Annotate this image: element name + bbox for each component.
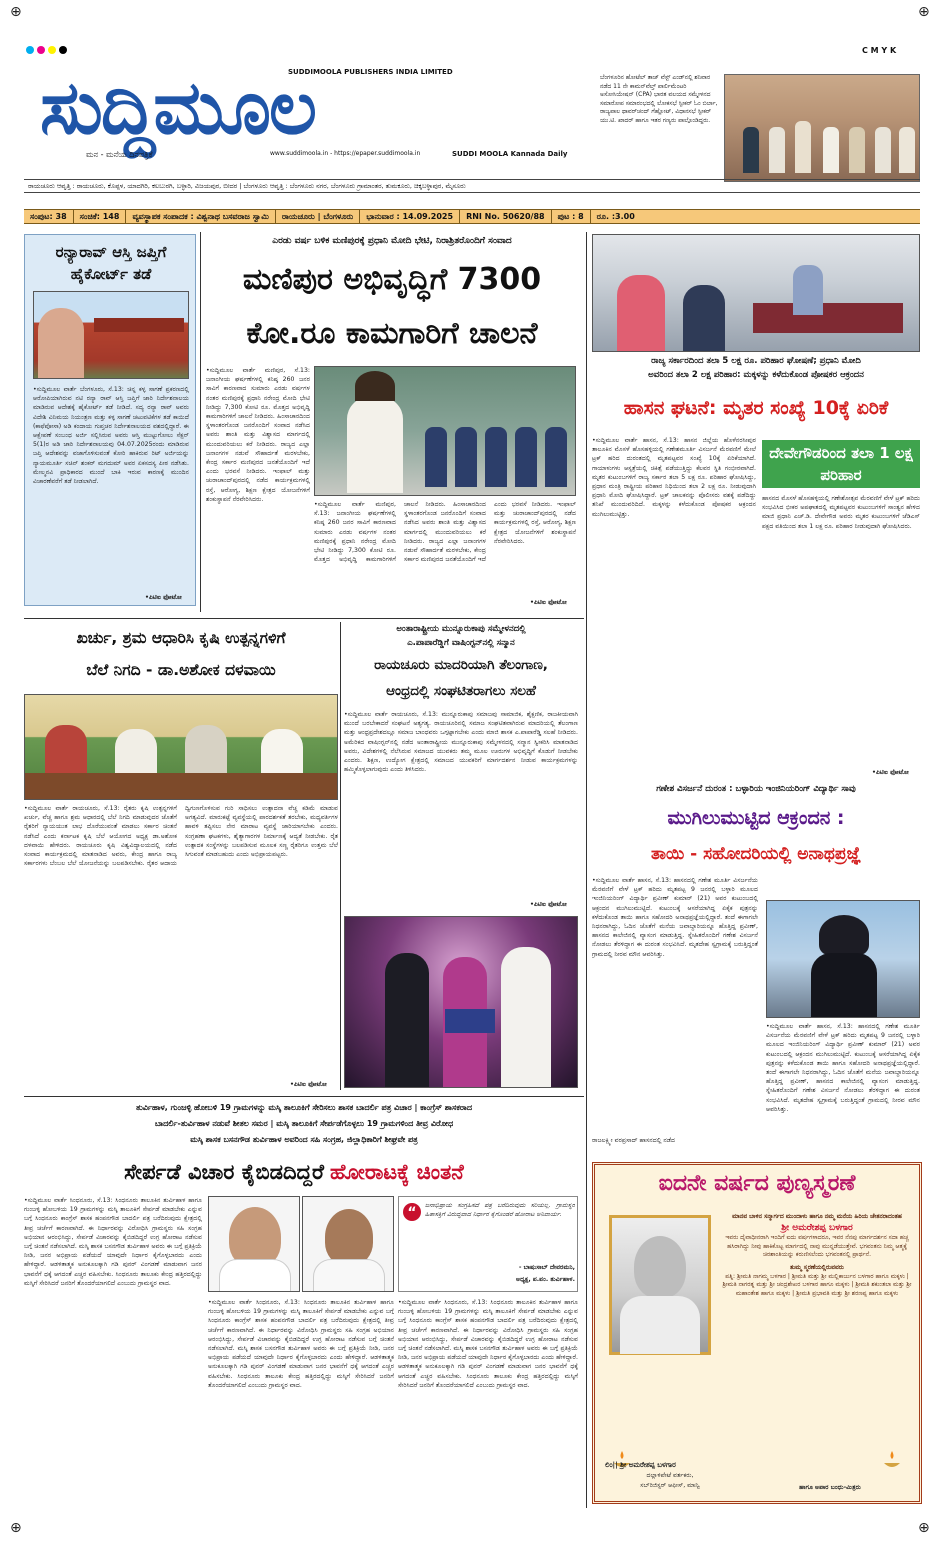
quote-box xyxy=(398,1196,578,1292)
manipur-headline-line2: ಕೋ.ರೂ ಕಾಮಗಾರಿಗೆ ಚಾಲನೆ xyxy=(246,316,538,351)
raichur-photo-credit: •ಪಿಟಿಐ ಫೋಟೋ xyxy=(530,901,567,908)
memorial-title: ಐದನೇ ವರ್ಷದ ಪುಣ್ಯಸ್ಮರಣೆ xyxy=(658,1171,856,1196)
border-villages-strip-line2: ಬಾದರ್ಲಿ-ತುರ್ವಿಹಾಳ ನಡುವೆ ಶೀತಲ ಸಮರ | ಮಸ್ಕಿ ತಾಲೂಕಿಗೆ ಸೇರ್ಪಡೆಗೊಳ್ಳಲು 19 ಗ್ರಾಮಗಳಿಂದ ತೀವ್ರ ವಿರೋಧ xyxy=(154,1119,454,1128)
border-villages-headline-black: ಸೇರ್ಪಡೆ ವಿಚಾರ ಕೈಬಿಡದಿದ್ದರೆ xyxy=(124,1160,324,1184)
ballari-credit: ರಾಜಲಕ್ಷ್ಮೀ ವರಪ್ರಸಾದ್ ಹಾಸನದಲ್ಲಿ ನಡೆದ xyxy=(592,1137,676,1144)
mla-badarli-photo xyxy=(208,1196,300,1292)
manipur-body-col2: •ಸುದ್ದಿಮೂಲ ವಾರ್ತೆ ಮಣಿಪುರ, ಸೆ.13: ಜನಾಂಗೀಯ ಘರ್ಷಣೆಗಳಲ್ಲಿ ಕನಿಷ್ಠ 260 ಜನರ ಸಾವಿಗೆ ಕಾರಣವಾದ ಸುಮಾರು ಎರಡು ವರ್ಷಗಳ ನಂತರ ಮಣಿಪುರಕ್ಕೆ ಪ್ರಧಾನಿ ನರೇಂದ್ರ ಮೋದಿ ಭೇಟಿ ನೀಡಿದ್ದು 7,300 ಕೋಟಿ ರೂ. ಮೊತ್ತದ ಅಭಿವೃದ್ಧಿ ಕಾಮಗಾರಿಗಳಿಗೆ ಚಾಲನೆ ನೀಡಿದರು. ಹಿಂಸಾಚಾರದಿಂದ ಸ್ಥಳಾಂತರಗೊಂಡ ಜನರೊಂದಿಗೆ ಸಂವಾದ ನಡೆಸಿದ ಅವರು ಶಾಂತಿ ಮತ್ತು ವಿಶ್ವಾಸದ ಮಾರ್ಗದಲ್ಲಿ ಮುಂದುವರಿಯಲು ಕರೆ ನೀಡಿದರು. ರಾಜ್ಯದ ಎಲ್ಲಾ ಜನಾಂಗಗಳ ನಡುವೆ ಸೌಹಾರ್ದತೆ ಮರಳಬೇಕು, ಕೇಂದ್ರ ಸರ್ಕಾರ ಮಣಿಪುರದ ಜನತೆಯೊಂದಿಗೆ ಇದೆ ಎಂದು ಭರವಸೆ ನೀಡಿದರು. ಇಂಫಾಲ್ ಮತ್ತು ಚುರಾಚಾಂದ್‌ಪುರದಲ್ಲಿ ನಡೆದ ಕಾರ್ಯಕ್ರಮಗಳಲ್ಲಿ ರಸ್ತೆ, ಆರೋಗ್ಯ, ಶಿಕ್ಷಣ ಕ್ಷೇತ್ರದ ಯೋಜನೆಗಳಿಗೆ ಶಂಕುಸ್ಥಾಪನೆ ನೆರವೇರಿಸಿದರು. xyxy=(314,501,576,564)
quote-text: ಜನಾಭಿಪ್ರಾಯ ಸಂಗ್ರಹಿಸದೆ ಪತ್ರ ಬರೆದಿರುವುದು ಸರಿಯಲ್ಲ. ಗ್ರಾಮಸ್ಥರ ಹಿತಾಸಕ್ತಿಗೆ ವಿರುದ್ಧವಾದ ನಿರ್ಧಾರ ಕೈಗೊಂಡರೆ ಹೋರಾಟ ಅನಿವಾರ್ಯ. xyxy=(425,1202,575,1219)
raichur-headline-line1: ರಾಯಚೂರು ಮಾದರಿಯಾಗಿ ತೆಲಂಗಾಣ, xyxy=(374,657,548,673)
memorial-intro: ಮಾನವ ಬಾಳಿನ ಸನ್ಮಾರ್ಗದ ಮುಂದಾಳು ಹಾಗೂ ನಮ್ಮ ಮನೆಯ ಹಿರಿಯ ಚೇತನರಾದಂತಹ xyxy=(732,1213,902,1220)
top-event-photo xyxy=(724,74,920,182)
tagline: ಮನ - ಮನೆಯ ದಿನಪತ್ರಿಕೆ xyxy=(86,150,153,159)
manipur-kicker: ಎರಡು ವರ್ಷ ಬಳಿಕ ಮಣಿಪುರಕ್ಕೆ ಪ್ರಧಾನಿ ಮೋದಿ ಭೇಟಿ, ನಿರಾಶ್ರಿತರೊಂದಿಗೆ ಸಂವಾದ xyxy=(272,236,512,246)
memorial-text-block xyxy=(719,1213,915,1443)
color-calibration-dots xyxy=(26,46,67,54)
rni-label: RNI No. 50620/88 xyxy=(460,210,552,223)
raichur-kicker-line1: ಅಂತಾರಾಷ್ಟ್ರೀಯ ಮುನ್ನೂರುಕಾಪು ಸಮ್ಮೇಳನದಲ್ಲಿ xyxy=(396,624,526,634)
manipur-headline-line1: ಮಣಿಪುರ ಅಭಿವೃದ್ಧಿಗೆ 7300 xyxy=(242,262,542,297)
memorial-family-list: ಪತ್ನಿ: ಶ್ರೀಮತಿ ನಾಗಮ್ಮ ಬಳಗಾರ | ಶ್ರೀಮತಿ ಮತ್ತು ಶ್ರೀ ಮಲ್ಲಿಕಾರ್ಜುನ ಬಳಗಾರ ಹಾಗೂ ಮಕ್ಕಳು | ಶ್ರೀಮತಿ ನಾಗರತ್ನ ಮತ್ತು ಶ್ರೀ ಚಂದ್ರಶೇಖರ ಬಳಗಾರ ಹಾಗೂ ಮಕ್ಕಳು | ಶ್ರೀಮತಿ ಶಕುಂತಲಾ ಮತ್ತು ಶ್ರೀ ಮಹಾಂತೇಶ ಹಾಗೂ ಮಕ್ಕಳು | ಶ್ರೀಮತಿ ಪ್ರಭಾವತಿ ಮತ್ತು ಶ್ರೀ ಶರಣಪ್ಪ ಹಾಗೂ ಮಕ್ಕಳು xyxy=(722,1272,912,1297)
daily-label: SUDDI MOOLA Kannada Daily xyxy=(452,150,568,158)
memorial-portrait xyxy=(609,1215,711,1355)
quote-icon: “ xyxy=(403,1203,421,1221)
manipur-modi-photo xyxy=(314,366,576,496)
volume-label: ಸಂಪುಟ: 38 xyxy=(24,210,74,223)
agri-headline-line2: ಬೆಲೆ ನಿಗದಿ - ಡಾ.ಅಶೋಕ ದಳವಾಯಿ xyxy=(86,661,276,679)
quote-author-role: ಅಧ್ಯಕ್ಷ, ಪ.ಪಂ. ತುರ್ವಿಹಾಳ. xyxy=(516,1276,575,1283)
ballari-student-photo xyxy=(766,900,920,1018)
memorial-family-heading: ತುಮ್ಮ ಸ್ಮರಣೆಯಲ್ಲಿರುವವರು xyxy=(790,1263,844,1271)
column-rule-left xyxy=(200,232,201,612)
agri-headline-line1: ಖರ್ಚು, ಶ್ರಮ ಆಧಾರಿಸಿ ಕೃಷಿ ಉತ್ಪನ್ನಗಳಿಗೆ xyxy=(76,629,286,647)
memorial-deceased-name: ಲಿಂ|| ಶ್ರೀ ಅಮರೇಶಪ್ಪ ಬಳಗಾರ xyxy=(605,1461,676,1469)
ranya-article-box xyxy=(24,234,196,606)
devegowda-relief-box: ದೇವೇಗೌಡರಿಂದ ತಲಾ 1 ಲಕ್ಷ ಪರಿಹಾರ xyxy=(762,440,920,488)
bottom-calibration-strip xyxy=(0,1524,945,1544)
newspaper-logo: ಸುದ್ದಿಮೂಲ xyxy=(40,65,315,151)
border-villages-strip-line1: ತುರ್ವಿಹಾಳ, ಗುಂಜಳ್ಳಿ ಹೋಬಳಿ 19 ಗ್ರಾಮಗಳನ್ನು ಮಸ್ಕಿ ತಾಲೂಕಿಗೆ ಸೇರಿಸಲು ಶಾಸಕ ಬಾದರ್ಲಿ ಪತ್ರ ವಿಚಾರ | ಕಾಂಗ್ರೆಸ್ ಶಾಸಕರಾದ xyxy=(135,1103,473,1112)
registration-mark-bottom-left: ⊕ xyxy=(10,1520,22,1536)
border-villages-body-col1: •ಸುದ್ದಿಮೂಲ ವಾರ್ತೆ ಸಿಂಧನೂರು, ಸೆ.13: ಸಿಂಧನೂರು ತಾಲೂಕಿನ ತುರ್ವಿಹಾಳ ಹಾಗೂ ಗುಂಜಳ್ಳಿ ಹೋಬಳಿಯ 19 ಗ್ರಾಮಗಳನ್ನು ಮಸ್ಕಿ ತಾಲೂಕಿಗೆ ಸೇರ್ಪಡೆ ಮಾಡಬೇಕು ಎನ್ನುವ ಬಗ್ಗೆ ಸಿಂಧನೂರು ಕಾಂಗ್ರೆಸ್ ಶಾಸಕ ಹಂಪನಗೌಡ ಬಾದರ್ಲಿ ಪತ್ರ ಬರೆದಿರುವುದು ಕ್ಷೇತ್ರದಲ್ಲಿ ತೀವ್ರ ಚರ್ಚೆಗೆ ಕಾರಣವಾಗಿದೆ. ಈ ನಿರ್ಧಾರವನ್ನು ವಿರೋಧಿಸಿ ಗ್ರಾಮಸ್ಥರು ಸಹಿ ಸಂಗ್ರಹ ಅಭಿಯಾನ ಆರಂಭಿಸಿದ್ದು, ಸೇರ್ಪಡೆ ವಿಚಾರವನ್ನು ಕೈಬಿಡದಿದ್ದರೆ ಉಗ್ರ ಹೋರಾಟ ನಡೆಸುವ ಬಗ್ಗೆ ಚಿಂತನೆ ನಡೆಸಲಾಗಿದೆ. ಮಸ್ಕಿ ಶಾಸಕ ಬಸನಗೌಡ ತುರ್ವಿಹಾಳ ಅವರು ಈ ಬಗ್ಗೆ ಪ್ರತಿಕ್ರಿಯೆ ನೀಡಿ, ಜನರ ಅಭಿಪ್ರಾಯ ಪಡೆಯದೆ ಯಾವುದೇ ನಿರ್ಧಾರ ಕೈಗೊಳ್ಳಬಾರದು ಎಂದು ಹೇಳಿದ್ದಾರೆ. ಆಡಳಿತಾತ್ಮಕ ಅನುಕೂಲಕ್ಕಾಗಿ ಗಡಿ ಪುನರ್ ವಿಂಗಡಣೆ ಮಾಡುವಾಗ ಜನರ ಭಾವನೆಗೆ ಧಕ್ಕೆ ಆಗದಂತೆ ಎಚ್ಚರ ವಹಿಸಬೇಕು. ಸಿಂಧನೂರು ತಾಲೂಕು ಕೇಂದ್ರ ಹತ್ತಿರದಲ್ಲಿದ್ದು ಮಸ್ಕಿಗೆ ಸೇರಿಸಿದರೆ ಜನರಿಗೆ ತೊಂದರೆಯಾಗಲಿದೆ ಎಂಬುದು ಗ್ರಾಮಸ್ಥರ ವಾದ. xyxy=(24,1197,202,1287)
ballari-body: •ಸುದ್ದಿಮೂಲ ವಾರ್ತೆ ಹಾಸನ, ಸೆ.13: ಹಾಸನದಲ್ಲಿ ಗಣೇಶ ಮೂರ್ತಿ ವಿಸರ್ಜನೆಯ ಮೆರವಣಿಗೆ ವೇಳೆ ಟ್ರಕ್ ಹರಿದು ಮೃತಪಟ್ಟ 9 ಜನರಲ್ಲಿ ಬಳ್ಳಾರಿ ಮೂಲದ ಇಂಜಿನಿಯರಿಂಗ್ ವಿದ್ಯಾರ್ಥಿ ಪ್ರವೀಣ್ ಕುಮಾರ್ (21) ಅವರ ಕುಟುಂಬದಲ್ಲಿ ಆಕ್ರಂದನ ಮುಗಿಲುಮುಟ್ಟಿದೆ. ಕುಟುಂಬಕ್ಕೆ ಆಸರೆಯಾಗಿದ್ದ ಏಕೈಕ ಪುತ್ರನನ್ನು ಕಳೆದುಕೊಂಡ ತಾಯಿ ಹಾಗೂ ಸಹೋದರಿ ಅನಾಥಪ್ರಜ್ಞೆಯಲ್ಲಿದ್ದಾರೆ. ತಂದೆ ಈಗಾಗಲೇ ನಿಧನರಾಗಿದ್ದು, ಓದಿನ ಜೊತೆಗೆ ಮನೆಯ ಜವಾಬ್ದಾರಿಯನ್ನೂ ಹೊತ್ತಿದ್ದ ಪ್ರವೀಣ್, ಹಾಸನದ ಕಾಲೇಜಿನಲ್ಲಿ ವ್ಯಾಸಂಗ ಮಾಡುತ್ತಿದ್ದ. ಸ್ನೇಹಿತರೊಂದಿಗೆ ಗಣೇಶ ವಿಸರ್ಜನೆ ನೋಡಲು ತೆರಳಿದ್ದಾಗ ಈ ದುರಂತ ಸಂಭವಿಸಿದೆ. ಮೃತದೇಹ ಸ್ವಗ್ರಾಮಕ್ಕೆ ಬರುತ್ತಿದ್ದಂತೆ ಗ್ರಾಮದಲ್ಲಿ ನೀರವ ಮೌನ ಆವರಿಸಿತ್ತು. xyxy=(592,877,758,958)
memorial-deceased-role2: ಸಬ್‌ರಿಜಿಸ್ಟರ್ ಆಫೀಸ್, ಮಾನ್ವಿ xyxy=(640,1482,700,1489)
info-bar xyxy=(24,209,920,224)
ranya-body: •ಸುದ್ದಿಮೂಲ ವಾರ್ತೆ ಬೆಂಗಳೂರು, ಸೆ.13: ಚಿನ್ನ ಕಳ್ಳ ಸಾಗಣೆ ಪ್ರಕರಣದಲ್ಲಿ ಆರೋಪಿಯಾಗಿರುವ ನಟಿ ರನ್ಯಾ ರಾವ್ ಆಸ್ತಿ ಜಪ್ತಿಗೆ ಜಾರಿ ನಿರ್ದೇಶನಾಲಯ ಮಾಡಿರುವ ಆದೇಶಕ್ಕೆ ಹೈಕೋರ್ಟ್ ತಡೆ ನೀಡಿದೆ. ಸದ್ಯ ರನ್ಯಾ ರಾವ್ ಅವರು ವಿದೇಶಿ ವಿನಿಮಯ ನಿಯಂತ್ರಣ ಮತ್ತು ಕಳ್ಳ ಸಾಗಣೆ ಚಟುವಟಿಕೆಗಳ ತಡೆ ಕಾಯಿದೆ (ಕಾಫೆಪೋಸಾ) ಅಡಿ ಕಂದಾಯ ಗುಪ್ತಚರ ನಿರ್ದೇಶನಾಲಯದ ವಶದಲ್ಲಿದ್ದಾರೆ. ಈ ಆಕ್ಷೇಪಣೆ ಸಂಬಂಧ ಅರ್ಜಿ ಸಲ್ಲಿಸಿರುವ ಅವರು ಆಸ್ತಿ ಮುಟ್ಟುಗೋಲು ಸೆಕ್ಷನ್ 5(1)ರ ಅಡಿ ಜಾರಿ ನಿರ್ದೇಶನಾಲಯವು 04.07.2025ರಂದು ಮಾಡಿರುವ ಜಪ್ತಿ ಆದೇಶವನ್ನು ವಜಾಗೊಳಿಸುವಂತೆ ಕೋರಿ ಹಾಕಿರುವ ರಿಟ್ ಅರ್ಜಿಯನ್ನು ನ್ಯಾಯಮೂರ್ತಿ ಸಚಿನ್ ಶಂಕರ್ ಮಗದುಮ್ ಅವರ ಏಕಸದಸ್ಯ ಪೀಠ ನಡೆಸಿತು. ಮೇಲ್ಮನವಿ ಪ್ರಾಧಿಕಾರದ ಮುಂದೆ ಬಾಕಿ ಇರುವ ಕಾರಣಕ್ಕೆ ಮುಂದಿನ ವಿಚಾರಣೆವರೆಗೆ ತಡೆ ನೀಡಲಾಗಿದೆ. xyxy=(33,386,189,486)
raichur-kicker-line2: ಎ.ಪಾಪಾರೆಡ್ಡಿಗೆ ವಾಷಿಂಗ್ಟನ್‌ನಲ್ಲಿ ಸನ್ಮಾನ xyxy=(407,638,515,648)
hassan-caption-line1: ರಾಜ್ಯ ಸರ್ಕಾರದಿಂದ ತಲಾ 5 ಲಕ್ಷ ರೂ. ಪರಿಹಾರ ಘೋಷಣೆ; ಪ್ರಧಾನಿ ಮೋದಿ xyxy=(651,356,861,366)
price-label: ರೂ. :3.00 xyxy=(596,212,635,221)
memorial-advertisement xyxy=(592,1162,922,1504)
edition-bar: ರಾಯಚೂರು ಆವೃತ್ತಿ : ರಾಯಚೂರು, ಕೊಪ್ಪಳ, ಯಾದಗಿರಿ, ಕಲಬುರಗಿ, ಬಳ್ಳಾರಿ, ವಿಜಯಪುರ, ಬೀದರ | ಬೆಂಗಳೂರು ಆವೃತ್ತಿ : ಬೆಂಗಳೂರು ನಗರ, ಬೆಂಗಳೂರು ಗ್ರಾಮಾಂತರ, ತುಮಕೂರು, ಚಿಕ್ಕಬಳ್ಳಾಪುರ, ಮೈಸೂರು xyxy=(24,179,920,193)
ballari-headline-line2: ತಾಯಿ - ಸಹೋದರಿಯಲ್ಲಿ ಅನಾಥಪ್ರಜ್ಞೆ xyxy=(650,844,862,864)
hassan-photo-credit: •ಪಿಟಿಐ ಫೋಟೋ xyxy=(872,769,909,776)
border-villages-body-col2: •ಸುದ್ದಿಮೂಲ ವಾರ್ತೆ ಸಿಂಧನೂರು, ಸೆ.13: ಸಿಂಧನೂರು ತಾಲೂಕಿನ ತುರ್ವಿಹಾಳ ಹಾಗೂ ಗುಂಜಳ್ಳಿ ಹೋಬಳಿಯ 19 ಗ್ರಾಮಗಳನ್ನು ಮಸ್ಕಿ ತಾಲೂಕಿಗೆ ಸೇರ್ಪಡೆ ಮಾಡಬೇಕು ಎನ್ನುವ ಬಗ್ಗೆ ಸಿಂಧನೂರು ಕಾಂಗ್ರೆಸ್ ಶಾಸಕ ಹಂಪನಗೌಡ ಬಾದರ್ಲಿ ಪತ್ರ ಬರೆದಿರುವುದು ಕ್ಷೇತ್ರದಲ್ಲಿ ತೀವ್ರ ಚರ್ಚೆಗೆ ಕಾರಣವಾಗಿದೆ. ಈ ನಿರ್ಧಾರವನ್ನು ವಿರೋಧಿಸಿ ಗ್ರಾಮಸ್ಥರು ಸಹಿ ಸಂಗ್ರಹ ಅಭಿಯಾನ ಆರಂಭಿಸಿದ್ದು, ಸೇರ್ಪಡೆ ವಿಚಾರವನ್ನು ಕೈಬಿಡದಿದ್ದರೆ ಉಗ್ರ ಹೋರಾಟ ನಡೆಸುವ ಬಗ್ಗೆ ಚಿಂತನೆ ನಡೆಸಲಾಗಿದೆ. ಮಸ್ಕಿ ಶಾಸಕ ಬಸನಗೌಡ ತುರ್ವಿಹಾಳ ಅವರು ಈ ಬಗ್ಗೆ ಪ್ರತಿಕ್ರಿಯೆ ನೀಡಿ, ಜನರ ಅಭಿಪ್ರಾಯ ಪಡೆಯದೆ ಯಾವುದೇ ನಿರ್ಧಾರ ಕೈಗೊಳ್ಳಬಾರದು ಎಂದು ಹೇಳಿದ್ದಾರೆ. ಆಡಳಿತಾತ್ಮಕ ಅನುಕೂಲಕ್ಕಾಗಿ ಗಡಿ ಪುನರ್ ವಿಂಗಡಣೆ ಮಾಡುವಾಗ ಜನರ ಭಾವನೆಗೆ ಧಕ್ಕೆ ಆಗದಂತೆ ಎಚ್ಚರ ವಹಿಸಬೇಕು. ಸಿಂಧನೂರು ತಾಲೂಕು ಕೇಂದ್ರ ಹತ್ತಿರದಲ್ಲಿದ್ದು ಮಸ್ಕಿಗೆ ಸೇರಿಸಿದರೆ ಜನರಿಗೆ ತೊಂದರೆಯಾಗಲಿದೆ ಎಂಬುದು ಗ್ರಾಮಸ್ಥರ ವಾದ. xyxy=(208,1299,394,1389)
agri-meeting-photo xyxy=(24,694,338,800)
raichur-felicitation-photo xyxy=(344,916,578,1088)
ballari-kicker: ಗಣೇಶ ವಿಸರ್ಜನೆ ದುರಂತ : ಬಳ್ಳಾರಿಯ ಇಂಜಿನಿಯರಿಂಗ್ ವಿದ್ಯಾರ್ಥಿ ಸಾವು xyxy=(656,784,856,794)
ranya-court-photo xyxy=(33,291,189,379)
memorial-honoree-name: ಶ್ರೀ ಅಮರೇಶಪ್ಪ ಬಳಗಾರ xyxy=(781,1222,853,1233)
ballari-headline-line1: ಮುಗಿಲುಮುಟ್ಟಿದ ಆಕ್ರಂದನ : xyxy=(667,807,845,829)
masthead xyxy=(40,65,540,151)
editor-label: ವ್ಯವಸ್ಥಾಪಕ ಸಂಪಾದಕ : ವಿಶ್ವನಾಥ ಬಸವರಾಜ ಸ್ವಾಮಿ xyxy=(126,210,275,223)
devegowda-relief-body: ಹಾಸನದ ಮೊಸಳೆ ಹೊಸಹಳ್ಳಿಯಲ್ಲಿ ಗಣೇಶೋತ್ಸವ ಮೆರವಣಿಗೆ ವೇಳೆ ಟ್ರಕ್ ಹರಿದು ಸಂಭವಿಸಿದ ಭೀಕರ ಅಪಘಾತದಲ್ಲಿ ಮೃತಪಟ್ಟವರ ಕುಟುಂಬಗಳಿಗೆ ಸಾಂತ್ವನ ಹೇಳಿದ ಮಾಜಿ ಪ್ರಧಾನಿ ಎಚ್.ಡಿ. ದೇವೇಗೌಡ ಅವರು ಮೃತರ ಕುಟುಂಬಗಳಿಗೆ ಜೆಡಿಎಸ್ ಪಕ್ಷದ ವತಿಯಿಂದ ತಲಾ 1 ಲಕ್ಷ ರೂ. ಪರಿಹಾರ ನೀಡುವುದಾಗಿ ಘೋಷಿಸಿದರು. xyxy=(762,495,920,530)
raichur-headline-line2: ಆಂಧ್ರದಲ್ಲಿ ಸಂಘಟಿತರಾಗಲು ಸಲಹೆ xyxy=(386,683,536,699)
quote-author: - ಬಾಷುಸಾಬ್ ದೇವರಮನಿ, xyxy=(518,1264,575,1271)
ranya-photo-credit: •ಪಿಟಿಐ ಫೋಟೋ xyxy=(145,594,182,601)
border-villages-strip-line3: ಮಸ್ಕಿ ಶಾಸಕ ಬಸನಗೌಡ ತುರ್ವಿಹಾಳ ಅವರಿಂದ ಸಹಿ ಸಂಗ್ರಹ, ಜಿಲ್ಲಾಧಿಕಾರಿಗೆ ಶೀಘ್ರವೇ ಪತ್ರ xyxy=(190,1135,418,1144)
ranya-headline: ರನ್ಯಾರಾವ್ ಆಸ್ತಿ ಜಪ್ತಿಗೆ ಹೈಕೋರ್ಟ್ ತಡೆ xyxy=(55,243,167,283)
top-teaser-text: ಬೆಂಗಳೂರಿನ ಹೋಟೆಲ್ ತಾಜ್ ವೆಸ್ಟ್ ಎಂಡ್‌ನಲ್ಲಿ ಶನಿವಾರ ನಡೆದ 11 ನೇ ಕಾಮನ್‌ವೆಲ್ತ್ ಪಾರ್ಲಿಮೆಂಟರಿ ಅಸೋಸಿಯೇಷನ್ (CPA) ಭಾರತ ವಲಯದ ಸಮ್ಮೇಳನದ ಸಮಾರೋಪ ಸಮಾರಂಭದಲ್ಲಿ ಲೋಕಸಭೆ ಸ್ಪೀಕರ್ ಓಂ ಬಿರ್ಲಾ, ರಾಜ್ಯಪಾಲ ಥಾವರ್‌ಚಂದ್ ಗೆಹ್ಲೋಟ್, ವಿಧಾನಸಭೆ ಸ್ಪೀಕರ್ ಯು.ಟಿ. ಖಾದರ್ ಹಾಗೂ ಇತರ ಗಣ್ಯರು ಪಾಲ್ಗೊಂಡಿದ್ದರು. xyxy=(600,74,718,124)
ballari-body-col2: •ಸುದ್ದಿಮೂಲ ವಾರ್ತೆ ಹಾಸನ, ಸೆ.13: ಹಾಸನದಲ್ಲಿ ಗಣೇಶ ಮೂರ್ತಿ ವಿಸರ್ಜನೆಯ ಮೆರವಣಿಗೆ ವೇಳೆ ಟ್ರಕ್ ಹರಿದು ಮೃತಪಟ್ಟ 9 ಜನರಲ್ಲಿ ಬಳ್ಳಾರಿ ಮೂಲದ ಇಂಜಿನಿಯರಿಂಗ್ ವಿದ್ಯಾರ್ಥಿ ಪ್ರವೀಣ್ ಕುಮಾರ್ (21) ಅವರ ಕುಟುಂಬದಲ್ಲಿ ಆಕ್ರಂದನ ಮುಗಿಲುಮುಟ್ಟಿದೆ. ಕುಟುಂಬಕ್ಕೆ ಆಸರೆಯಾಗಿದ್ದ ಏಕೈಕ ಪುತ್ರನನ್ನು ಕಳೆದುಕೊಂಡ ತಾಯಿ ಹಾಗೂ ಸಹೋದರಿ ಅನಾಥಪ್ರಜ್ಞೆಯಲ್ಲಿದ್ದಾರೆ. ತಂದೆ ಈಗಾಗಲೇ ನಿಧನರಾಗಿದ್ದು, ಓದಿನ ಜೊತೆಗೆ ಮನೆಯ ಜವಾಬ್ದಾರಿಯನ್ನೂ ಹೊತ್ತಿದ್ದ ಪ್ರವೀಣ್, ಹಾಸನದ ಕಾಲೇಜಿನಲ್ಲಿ ವ್ಯಾಸಂಗ ಮಾಡುತ್ತಿದ್ದ. ಸ್ನೇಹಿತರೊಂದಿಗೆ ಗಣೇಶ ವಿಸರ್ಜನೆ ನೋಡಲು ತೆರಳಿದ್ದಾಗ ಈ ದುರಂತ ಸಂಭವಿಸಿದೆ. ಮೃತದೇಹ ಸ್ವಗ್ರಾಮಕ್ಕೆ ಬರುತ್ತಿದ್ದಂತೆ ಗ್ರಾಮದಲ್ಲಿ ನೀರವ ಮೌನ ಆವರಿಸಿತ್ತು. xyxy=(766,1023,920,1113)
row-divider-1 xyxy=(24,618,584,619)
hassan-caption-line2: ಅವರಿಂದ ತಲಾ 2 ಲಕ್ಷ ಪರಿಹಾರ: ಮಕ್ಕಳನ್ನು ಕಳೆದುಕೊಂಡ ಪೋಷಕರ ಆಕ್ರಂದನ xyxy=(648,370,864,380)
agri-photo-credit: •ಪಿಟಿಐ ಫೋಟೋ xyxy=(290,1081,327,1088)
border-villages-body-col3: •ಸುದ್ದಿಮೂಲ ವಾರ್ತೆ ಸಿಂಧನೂರು, ಸೆ.13: ಸಿಂಧನೂರು ತಾಲೂಕಿನ ತುರ್ವಿಹಾಳ ಹಾಗೂ ಗುಂಜಳ್ಳಿ ಹೋಬಳಿಯ 19 ಗ್ರಾಮಗಳನ್ನು ಮಸ್ಕಿ ತಾಲೂಕಿಗೆ ಸೇರ್ಪಡೆ ಮಾಡಬೇಕು ಎನ್ನುವ ಬಗ್ಗೆ ಸಿಂಧನೂರು ಕಾಂಗ್ರೆಸ್ ಶಾಸಕ ಹಂಪನಗೌಡ ಬಾದರ್ಲಿ ಪತ್ರ ಬರೆದಿರುವುದು ಕ್ಷೇತ್ರದಲ್ಲಿ ತೀವ್ರ ಚರ್ಚೆಗೆ ಕಾರಣವಾಗಿದೆ. ಈ ನಿರ್ಧಾರವನ್ನು ವಿರೋಧಿಸಿ ಗ್ರಾಮಸ್ಥರು ಸಹಿ ಸಂಗ್ರಹ ಅಭಿಯಾನ ಆರಂಭಿಸಿದ್ದು, ಸೇರ್ಪಡೆ ವಿಚಾರವನ್ನು ಕೈಬಿಡದಿದ್ದರೆ ಉಗ್ರ ಹೋರಾಟ ನಡೆಸುವ ಬಗ್ಗೆ ಚಿಂತನೆ ನಡೆಸಲಾಗಿದೆ. ಮಸ್ಕಿ ಶಾಸಕ ಬಸನಗೌಡ ತುರ್ವಿಹಾಳ ಅವರು ಈ ಬಗ್ಗೆ ಪ್ರತಿಕ್ರಿಯೆ ನೀಡಿ, ಜನರ ಅಭಿಪ್ರಾಯ ಪಡೆಯದೆ ಯಾವುದೇ ನಿರ್ಧಾರ ಕೈಗೊಳ್ಳಬಾರದು ಎಂದು ಹೇಳಿದ್ದಾರೆ. ಆಡಳಿತಾತ್ಮಕ ಅನುಕೂಲಕ್ಕಾಗಿ ಗಡಿ ಪುನರ್ ವಿಂಗಡಣೆ ಮಾಡುವಾಗ ಜನರ ಭಾವನೆಗೆ ಧಕ್ಕೆ ಆಗದಂತೆ ಎಚ್ಚರ ವಹಿಸಬೇಕು. ಸಿಂಧನೂರು ತಾಲೂಕು ಕೇಂದ್ರ ಹತ್ತಿರದಲ್ಲಿದ್ದು ಮಸ್ಕಿಗೆ ಸೇರಿಸಿದರೆ ಜನರಿಗೆ ತೊಂದರೆಯಾಗಲಿದೆ ಎಂಬುದು ಗ್ರಾಮಸ್ಥರ ವಾದ. xyxy=(398,1299,578,1389)
hassan-body: •ಸುದ್ದಿಮೂಲ ವಾರ್ತೆ ಹಾಸನ, ಸೆ.13: ಹಾಸನ ಜಿಲ್ಲೆಯ ಹೊಳೆನರಸೀಪುರ ತಾಲೂಕಿನ ಮೊಸಳೆ ಹೊಸಹಳ್ಳಿಯಲ್ಲಿ ಗಣೇಶಮೂರ್ತಿ ವಿಸರ್ಜನೆ ಮೆರವಣಿಗೆ ಮೇಲೆ ಟ್ರಕ್ ಹರಿದ ದುರಂತದಲ್ಲಿ ಮೃತಪಟ್ಟವರ ಸಂಖ್ಯೆ 10ಕ್ಕೆ ಏರಿಕೆಯಾಗಿದೆ. ಗಾಯಾಳುಗಳು ಆಸ್ಪತ್ರೆಯಲ್ಲಿ ಚಿಕಿತ್ಸೆ ಪಡೆಯುತ್ತಿದ್ದು ಕೆಲವರ ಸ್ಥಿತಿ ಗಂಭೀರವಾಗಿದೆ. ಮೃತರ ಕುಟುಂಬಗಳಿಗೆ ರಾಜ್ಯ ಸರ್ಕಾರ ತಲಾ 5 ಲಕ್ಷ ರೂ. ಪರಿಹಾರ ಘೋಷಿಸಿದ್ದು, ಪ್ರಧಾನ ಮಂತ್ರಿ ರಾಷ್ಟ್ರೀಯ ಪರಿಹಾರ ನಿಧಿಯಿಂದ ತಲಾ 2 ಲಕ್ಷ ರೂ. ನೀಡುವುದಾಗಿ ಪ್ರಧಾನಿ ಮೋದಿ ಘೋಷಿಸಿದ್ದಾರೆ. ಟ್ರಕ್ ಚಾಲಕನನ್ನು ಪೊಲೀಸರು ವಶಕ್ಕೆ ಪಡೆದಿದ್ದು ತನಿಖೆ ಮುಂದುವರಿದಿದೆ. ಮಕ್ಕಳನ್ನು ಕಳೆದುಕೊಂಡ ಪೋಷಕರ ಆಕ್ರಂದನ ಮುಗಿಲುಮುಟ್ಟಿತ್ತು. xyxy=(592,437,756,518)
memorial-deceased-role1: ದಲ್ಲಾಳಿಪೇಟೆ ವರ್ತಕರು, xyxy=(646,1472,694,1479)
hassan-hospital-photo xyxy=(592,234,920,352)
date-label: ಭಾನುವಾರ : 14.09.2025 xyxy=(360,210,460,223)
registration-mark-top-right: ⊕ xyxy=(918,4,930,20)
registration-mark-bottom-right: ⊕ xyxy=(918,1520,930,1536)
cities-label: ರಾಯಚೂರು | ಬೆಂಗಳೂರು xyxy=(276,210,360,223)
publisher-name: SUDDIMOOLA PUBLISHERS INDIA LIMITED xyxy=(288,68,453,76)
manipur-body-col1: •ಸುದ್ದಿಮೂಲ ವಾರ್ತೆ ಮಣಿಪುರ, ಸೆ.13: ಜನಾಂಗೀಯ ಘರ್ಷಣೆಗಳಲ್ಲಿ ಕನಿಷ್ಠ 260 ಜನರ ಸಾವಿಗೆ ಕಾರಣವಾದ ಸುಮಾರು ಎರಡು ವರ್ಷಗಳ ನಂತರ ಮಣಿಪುರಕ್ಕೆ ಪ್ರಧಾನಿ ನರೇಂದ್ರ ಮೋದಿ ಭೇಟಿ ನೀಡಿದ್ದು 7,300 ಕೋಟಿ ರೂ. ಮೊತ್ತದ ಅಭಿವೃದ್ಧಿ ಕಾಮಗಾರಿಗಳಿಗೆ ಚಾಲನೆ ನೀಡಿದರು. ಹಿಂಸಾಚಾರದಿಂದ ಸ್ಥಳಾಂತರಗೊಂಡ ಜನರೊಂದಿಗೆ ಸಂವಾದ ನಡೆಸಿದ ಅವರು ಶಾಂತಿ ಮತ್ತು ವಿಶ್ವಾಸದ ಮಾರ್ಗದಲ್ಲಿ ಮುಂದುವರಿಯಲು ಕರೆ ನೀಡಿದರು. ರಾಜ್ಯದ ಎಲ್ಲಾ ಜನಾಂಗಗಳ ನಡುವೆ ಸೌಹಾರ್ದತೆ ಮರಳಬೇಕು, ಕೇಂದ್ರ ಸರ್ಕಾರ ಮಣಿಪುರದ ಜನತೆಯೊಂದಿಗೆ ಇದೆ ಎಂದು ಭರವಸೆ ನೀಡಿದರು. ಇಂಫಾಲ್ ಮತ್ತು ಚುರಾಚಾಂದ್‌ಪುರದಲ್ಲಿ ನಡೆದ ಕಾರ್ಯಕ್ರಮಗಳಲ್ಲಿ ರಸ್ತೆ, ಆರೋಗ್ಯ, ಶಿಕ್ಷಣ ಕ್ಷೇತ್ರದ ಯೋಜನೆಗಳಿಗೆ ಶಂಕುಸ್ಥಾಪನೆ ನೆರವೇರಿಸಿದರು. xyxy=(206,367,310,503)
pages-label: ಪುಟ : 8 xyxy=(552,210,591,223)
column-rule-mid xyxy=(340,622,341,1090)
registration-mark-top-left: ⊕ xyxy=(10,4,22,20)
website-url[interactable]: www.suddimoola.in - https://epaper.suddimoola.in xyxy=(270,150,421,157)
raichur-body: •ಸುದ್ದಿಮೂಲ ವಾರ್ತೆ ರಾಯಚೂರು, ಸೆ.13: ಮುನ್ನೂರುಕಾಪು ಸಮಾಜವು ಸಾಮಾಜಿಕ, ಶೈಕ್ಷಣಿಕ, ರಾಜಕೀಯವಾಗಿ ಮುಂದೆ ಬರಬೇಕಾದರೆ ಸಂಘಟನೆ ಅತ್ಯಗತ್ಯ. ರಾಯಚೂರಿನಲ್ಲಿ ಸಮಾಜ ಸಂಘಟಿತವಾಗಿರುವ ಮಾದರಿಯಲ್ಲಿ ತೆಲಂಗಾಣ ಮತ್ತು ಆಂಧ್ರಪ್ರದೇಶದಲ್ಲೂ ಸಮಾಜ ಬಾಂಧವರು ಒಗ್ಗಟ್ಟಾಗಬೇಕು ಎಂದು ಮಾಜಿ ಶಾಸಕ ಎ.ಪಾಪಾರೆಡ್ಡಿ ಸಲಹೆ ನೀಡಿದರು. ಅಮೆರಿಕದ ವಾಷಿಂಗ್ಟನ್‌ನಲ್ಲಿ ನಡೆದ ಅಂತಾರಾಷ್ಟ್ರೀಯ ಮುನ್ನೂರುಕಾಪು ಸಮ್ಮೇಳನದಲ್ಲಿ ಸನ್ಮಾನ ಸ್ವೀಕರಿಸಿ ಮಾತನಾಡಿದ ಅವರು, ವಿದೇಶಗಳಲ್ಲಿ ನೆಲೆಸಿರುವ ಸಮಾಜದ ಯುವಕರು ತಮ್ಮ ಮೂಲ ಊರುಗಳ ಅಭಿವೃದ್ಧಿಗೆ ಕೊಡುಗೆ ನೀಡಬೇಕು ಎಂದರು. ಶಿಕ್ಷಣ, ಉದ್ಯೋಗ ಕ್ಷೇತ್ರದಲ್ಲಿ ಸಮಾಜದ ಯುವಕರಿಗೆ ಮಾರ್ಗದರ್ಶನ ನೀಡುವ ಕಾರ್ಯಕ್ರಮಗಳನ್ನು ಹಮ್ಮಿಕೊಳ್ಳಲಾಗುವುದು ಎಂದು ತಿಳಿಸಿದರು. xyxy=(344,711,578,774)
mla-turvihal-photo xyxy=(302,1196,394,1292)
column-rule-right xyxy=(586,232,587,1508)
memorial-lamp-right xyxy=(881,1449,903,1471)
cmyk-label: C M Y K xyxy=(862,46,897,55)
issue-label: ಸಂಚಿಕೆ: 148 xyxy=(74,210,127,223)
hassan-headline: ಹಾಸನ ಘಟನೆ: ಮೃತರ ಸಂಖ್ಯೆ 10ಕ್ಕೆ ಏರಿಕೆ xyxy=(623,397,889,419)
agri-body: •ಸುದ್ದಿಮೂಲ ವಾರ್ತೆ ರಾಯಚೂರು, ಸೆ.13: ರೈತರು ಕೃಷಿ ಉತ್ಪನ್ನಗಳಿಗೆ ಖರ್ಚು, ವೆಚ್ಚ ಹಾಗೂ ಶ್ರಮ ಆಧಾರದಲ್ಲಿ ಬೆಲೆ ನಿಗದಿ ಮಾಡುವುದರ ಜೊತೆಗೆ ರೈತರಿಗೆ ನ್ಯಾಯಯುತ ಲಾಭ ದೊರೆಯುವಂತೆ ಮಾಡಲು ಸರ್ಕಾರ ಚಿಂತನೆ ನಡೆಸಿದೆ ಎಂದು ಕರ್ನಾಟಕ ಕೃಷಿ ಬೆಲೆ ಆಯೋಗದ ಅಧ್ಯಕ್ಷ ಡಾ.ಅಶೋಕ ದಳವಾಯಿ ಹೇಳಿದರು. ರಾಯಚೂರು ಕೃಷಿ ವಿಶ್ವವಿದ್ಯಾಲಯದಲ್ಲಿ ನಡೆದ ಸಂವಾದ ಕಾರ್ಯಕ್ರಮದಲ್ಲಿ ಮಾತನಾಡಿದ ಅವರು, ಕೇಂದ್ರ ಹಾಗೂ ರಾಜ್ಯ ಸರ್ಕಾರಗಳು ಬೆಂಬಲ ಬೆಲೆ ಯೋಜನೆಯನ್ನು ಬಲಪಡಿಸಬೇಕು. ರೈತರ ಆದಾಯ ದ್ವಿಗುಣಗೊಳಿಸುವ ಗುರಿ ಸಾಧಿಸಲು ಉತ್ಪಾದನಾ ವೆಚ್ಚ ಕಡಿಮೆ ಮಾಡುವ ಅಗತ್ಯವಿದೆ. ಮಾರುಕಟ್ಟೆ ವ್ಯವಸ್ಥೆಯಲ್ಲಿ ಪಾರದರ್ಶಕತೆ ತರಬೇಕು, ಮಧ್ಯವರ್ತಿಗಳ ಹಾವಳಿ ತಪ್ಪಿಸಲು ನೇರ ಮಾರಾಟ ವ್ಯವಸ್ಥೆ ಜಾರಿಯಾಗಬೇಕು ಎಂದರು. ಸಂಗ್ರಹಣಾ ಘಟಕಗಳು, ಶೈತ್ಯಾಗಾರಗಳ ನಿರ್ಮಾಣಕ್ಕೆ ಆದ್ಯತೆ ನೀಡಬೇಕು. ರೈತ ಉತ್ಪಾದಕ ಸಂಸ್ಥೆಗಳನ್ನು ಬಲಪಡಿಸುವ ಮೂಲಕ ಸಣ್ಣ ರೈತರಿಗೂ ಉತ್ತಮ ಬೆಲೆ ಸಿಗುವಂತೆ ಮಾಡಬಹುದು ಎಂದು ಅಭಿಪ್ರಾಯಪಟ್ಟರು. xyxy=(24,805,338,868)
row-divider-2 xyxy=(24,1096,584,1097)
memorial-message: ಇವರು ದೈವಾಧೀನರಾಗಿ ಇಂದಿಗೆ ಐದು ವರ್ಷಗಳಾದರೂ, ಇವರ ನೆನಪು ಮಾರ್ಗದರ್ಶನ ಸದಾ ಹಚ್ಚ ಹಸಿರಾಗಿದ್ದು ನೀವು ಹಾಕಿಕೊಟ್ಟ ಮಾರ್ಗದಲ್ಲಿ ನಾವು ಮುನ್ನಡೆಯುತ್ತೇವೆ. ಭಗವಂತನು ನಿಮ್ಮ ಆತ್ಮಕ್ಕೆ ಚಿರಶಾಂತಿಯನ್ನು ಕರುಣಿಸಲೆಂದು ಭಗವಂತನಲ್ಲಿ ಪ್ರಾರ್ಥನೆ. xyxy=(725,1234,909,1259)
memorial-footer: ಹಾಗೂ ಅಪಾರ ಬಂಧು-ಮಿತ್ರರು xyxy=(799,1484,861,1491)
manipur-photo-credit: •ಪಿಟಿಐ ಫೋಟೋ xyxy=(530,599,567,606)
border-villages-headline-red: ಹೋರಾಟಕ್ಕೆ ಚಿಂತನೆ xyxy=(330,1160,464,1184)
